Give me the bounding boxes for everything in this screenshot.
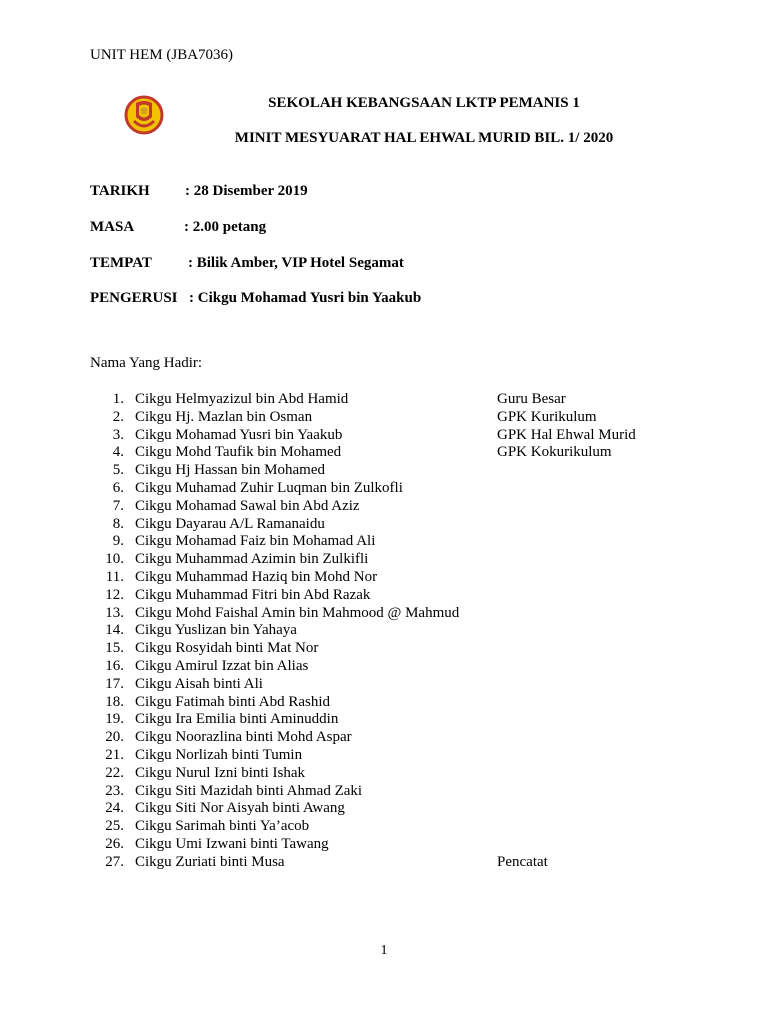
list-item-number: 18. <box>105 693 124 710</box>
page-number: 1 <box>380 943 388 958</box>
list-item <box>90 444 690 462</box>
list-item-role: GPK Kurikulum <box>497 408 597 425</box>
time-label: MASA <box>90 219 135 235</box>
list-item-name: Cikgu Siti Mazidah binti Ahmad Zaki <box>135 782 363 799</box>
list-item-number: 1. <box>112 391 124 407</box>
list-item-role: Guru Besar <box>497 391 566 407</box>
list-item-name: Cikgu Umi Izwani binti Tawang <box>135 835 329 852</box>
list-item <box>90 800 690 818</box>
list-item-name: Cikgu Amirul Izzat bin Alias <box>135 657 309 674</box>
attendance-list <box>90 391 690 872</box>
chair-label: PENGERUSI <box>90 290 178 306</box>
list-item <box>90 605 690 623</box>
list-item-number: 11. <box>105 568 124 585</box>
list-item-number: 5. <box>112 462 124 479</box>
list-item <box>90 854 690 872</box>
list-item-name: Cikgu Hj. Mazlan bin Osman <box>135 408 313 425</box>
list-item-name: Cikgu Helmyazizul bin Abd Hamid <box>135 391 349 407</box>
list-item-number: 15. <box>105 640 124 657</box>
list-item <box>90 747 690 765</box>
list-item <box>90 587 690 605</box>
list-item <box>90 694 690 712</box>
list-item-name: Cikgu Dayarau A/L Ramanaidu <box>135 515 325 532</box>
list-item <box>90 765 690 783</box>
list-item-number: 14. <box>105 622 124 639</box>
list-item-number: 12. <box>105 586 124 603</box>
list-item-number: 25. <box>105 818 124 835</box>
list-item-name: Cikgu Mohd Faishal Amin bin Mahmood @ Mahmud <box>135 604 460 621</box>
list-item-name: Cikgu Muhamad Zuhir Luqman bin Zulkofli <box>135 479 403 496</box>
list-item-name: Cikgu Yuslizan bin Yahaya <box>135 622 297 639</box>
attendance-label: Nama Yang Hadir: <box>90 355 203 371</box>
list-item-name: Cikgu Muhammad Azimin bin Zulkifli <box>135 551 369 568</box>
list-item-number: 21. <box>105 746 124 763</box>
list-item-number: 26. <box>105 835 124 852</box>
meta-place-row <box>90 255 404 272</box>
list-item-number: 20. <box>105 729 124 746</box>
date-label: TARIKH <box>90 183 150 199</box>
date-value: : 28 Disember 2019 <box>185 183 308 199</box>
chair-value: : Cikgu Mohamad Yusri bin Yaakub <box>189 290 422 306</box>
list-item-name: Cikgu Zuriati binti Musa <box>135 853 285 870</box>
list-item-name: Cikgu Sarimah binti Ya’acob <box>135 818 310 835</box>
list-item-number: 13. <box>105 604 124 621</box>
list-item-number: 22. <box>105 764 124 781</box>
list-item <box>90 658 690 676</box>
list-item-number: 23. <box>105 782 124 799</box>
list-item-number: 2. <box>112 408 124 425</box>
meta-chair-row <box>90 290 422 307</box>
list-item <box>90 640 690 658</box>
list-item-number: 8. <box>112 515 124 532</box>
school-name: SEKOLAH KEBANGSAAN LKTP PEMANIS 1 <box>268 95 580 111</box>
list-item-number: 27. <box>105 853 124 870</box>
list-item-name: Cikgu Mohamad Faiz bin Mohamad Ali <box>135 533 376 550</box>
list-item-name: Cikgu Noorazlina binti Mohd Aspar <box>135 729 352 746</box>
list-item-number: 9. <box>112 533 124 550</box>
list-item-name: Cikgu Hj Hassan bin Mohamed <box>135 462 325 479</box>
list-item <box>90 836 690 854</box>
place-label: TEMPAT <box>90 255 152 271</box>
meta-time-row <box>90 219 267 236</box>
list-item <box>90 622 690 640</box>
meta-date-row <box>90 183 308 200</box>
list-item <box>90 498 690 516</box>
list-item-number: 19. <box>105 711 124 728</box>
list-item-name: Cikgu Nurul Izni binti Ishak <box>135 764 305 781</box>
minutes-title: MINIT MESYUARAT HAL EHWAL MURID BIL. 1/ 2020 <box>234 130 614 146</box>
list-item-number: 6. <box>112 479 124 496</box>
list-item <box>90 462 690 480</box>
list-item-number: 4. <box>112 444 124 461</box>
list-item <box>90 569 690 587</box>
list-item <box>90 533 690 551</box>
list-item <box>90 427 690 445</box>
list-item-role: GPK Hal Ehwal Murid <box>497 426 636 443</box>
list-item-number: 17. <box>105 675 124 692</box>
list-item-name: Cikgu Norlizah binti Tumin <box>135 746 303 763</box>
list-item <box>90 480 690 498</box>
list-item <box>90 551 690 569</box>
list-item <box>90 783 690 801</box>
list-item-number: 10. <box>105 551 124 568</box>
list-item-name: Cikgu Aisah binti Ali <box>135 675 263 692</box>
unit-code: UNIT HEM (JBA7036) <box>90 47 234 63</box>
list-item <box>90 516 690 534</box>
list-item-number: 3. <box>112 426 124 443</box>
list-item <box>90 676 690 694</box>
list-item-name: Cikgu Rosyidah binti Mat Nor <box>135 640 319 657</box>
list-item <box>90 818 690 836</box>
list-item-role: GPK Kokurikulum <box>497 444 612 461</box>
list-item-name: Cikgu Mohamad Yusri bin Yaakub <box>135 426 343 443</box>
list-item-number: 16. <box>105 657 124 674</box>
list-item-role: Pencatat <box>497 853 548 870</box>
list-item-name: Cikgu Muhammad Fitri bin Abd Razak <box>135 586 371 603</box>
list-item-name: Cikgu Mohamad Sawal bin Abd Aziz <box>135 497 360 514</box>
list-item <box>90 711 690 729</box>
list-item <box>90 729 690 747</box>
list-item-name: Cikgu Siti Nor Aisyah binti Awang <box>135 800 345 817</box>
list-item-name: Cikgu Fatimah binti Abd Rashid <box>135 693 331 710</box>
time-value: : 2.00 petang <box>184 219 267 235</box>
place-value: : Bilik Amber, VIP Hotel Segamat <box>188 255 404 271</box>
list-item-number: 7. <box>112 497 124 514</box>
list-item-number: 24. <box>105 800 124 817</box>
list-item-name: Cikgu Mohd Taufik bin Mohamed <box>135 444 342 461</box>
list-item-name: Cikgu Muhammad Haziq bin Mohd Nor <box>135 568 378 585</box>
list-item-name: Cikgu Ira Emilia binti Aminuddin <box>135 711 339 728</box>
list-item <box>90 391 690 409</box>
list-item <box>90 409 690 427</box>
